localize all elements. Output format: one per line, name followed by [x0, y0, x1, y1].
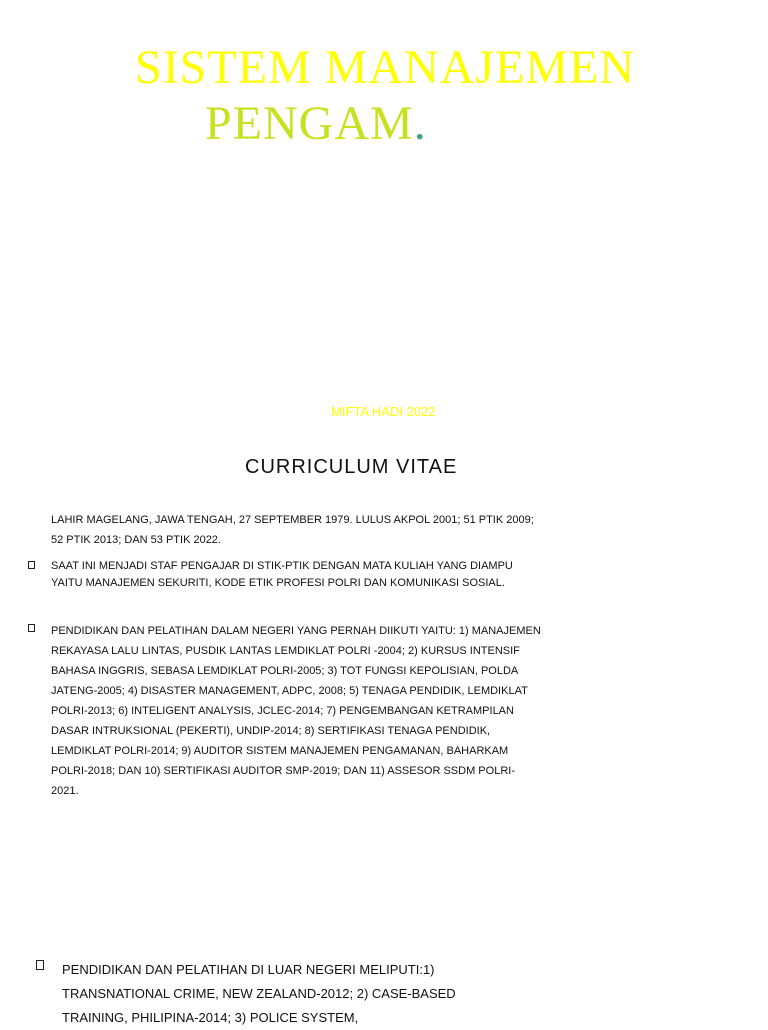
cv-item-teaching: SAAT INI MENJADI STAF PENGAJAR DI STIK-PTIK DENGAN MATA KULIAH YANG DIAMPU YAITU MANAJEMEN SEKURITI, KODE ETIK PROFESI POLRI DAN KOMUNIKASI SOSIAL.	[51, 560, 513, 589]
title-line-2-text: PENGAM	[205, 97, 414, 150]
cv-item-domestic-training: PENDIDIKAN DAN PELATIHAN DALAM NEGERI YANG PERNAH DIIKUTI YAITU: 1) MANAJEMEN REKAYASA LALU LINTAS, PUSDIK LANTAS LEMDIKLAT POLRI -2004; 2) KURSUS INTENSIF BAHASA INGGRIS, SEBASA LEMDIKLAT POLRI-2005; 3) TOT FUNGSI KEPOLISIAN, POLDA JATENG-2005; 4) DISASTER MANAGEMENT, ADPC, 2008; 5) TENAGA PENDIDIK, LEMDIKLAT POLRI-2013; 6) INTELIGENT ANALYSIS, JCLEC-2014; 7) PENGEMBANGAN KETRAMPILAN DASAR INTRUKSIONAL (PEKERTI), UNDIP-2014; 8) SERTIFIKASI TENAGA PENDIDIK, LEMDIKLAT POLRI-2014; 9) AUDITOR SISTEM MANAJEMEN PENGAMANAN, BAHARKAM POLRI-2018; DAN 10) SERTIFIKASI AUDITOR SMP-2019; DAN 11) ASSESOR SSDM POLRI-2021.	[51, 625, 541, 797]
cv-intro: LAHIR MAGELANG, JAWA TENGAH, 27 SEPTEMBER 1979. LULUS AKPOL 2001; 51 PTIK 2009; 52 PTIK 2013; DAN 53 PTIK 2022.	[51, 514, 534, 546]
title-line-1: SISTEM MANAJEMEN	[135, 41, 636, 94]
title-line-2	[205, 96, 427, 151]
bullet-square-icon	[28, 561, 35, 569]
title-dot: .	[413, 97, 427, 150]
author-label: MIFTA HADI 2022	[331, 404, 436, 419]
bullet-square-icon	[36, 960, 44, 970]
cv-heading: CURRICULUM VITAE	[245, 456, 458, 478]
bullet-square-icon	[28, 624, 35, 632]
cv-item-foreign-training: PENDIDIKAN DAN PELATIHAN DI LUAR NEGERI MELIPUTI:1) TRANSNATIONAL CRIME, NEW ZEALAND-2012; 2) CASE-BASED TRAINING, PHILIPINA-2014; 3) POLICE SYSTEM,	[62, 962, 456, 1025]
